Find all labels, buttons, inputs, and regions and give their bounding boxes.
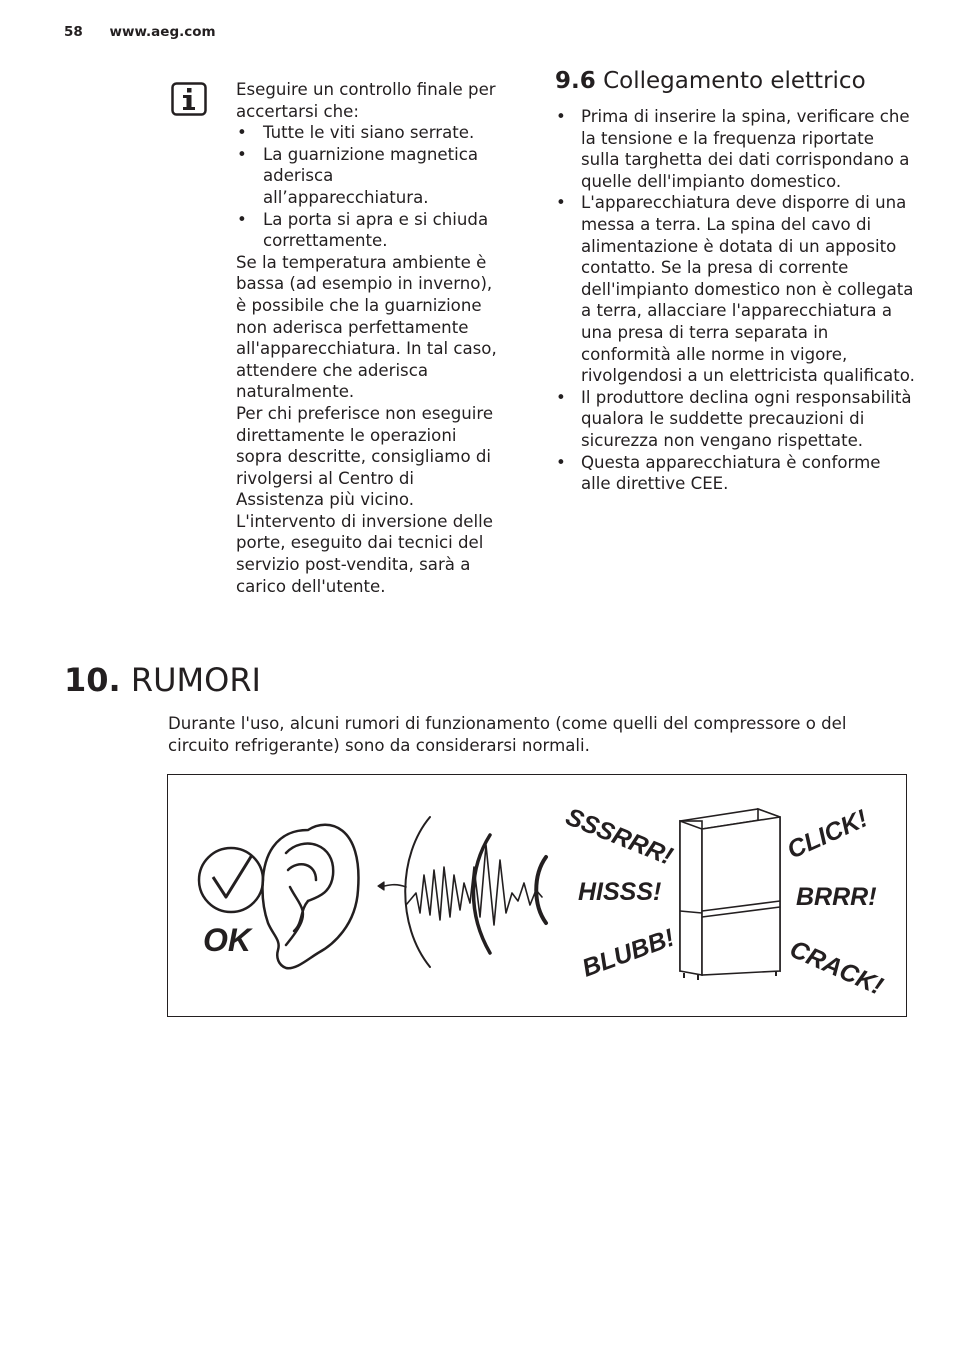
fridge-icon	[680, 809, 780, 980]
sound-label-blubb: BLUBB!	[578, 923, 679, 983]
electrical-list	[555, 106, 915, 495]
checkmark-icon	[199, 848, 263, 912]
sound-label-brrr: BRRR!	[796, 883, 877, 911]
list-item: • Il produttore declina ogni responsabilità qualora le suddette precauzioni di sicurezza non vengano rispettate.	[556, 387, 912, 450]
section-title: Collegamento elettrico	[603, 68, 866, 94]
noise-illustration-svg	[168, 775, 908, 1018]
section-number: 9.6	[555, 68, 596, 94]
info-paragraph-temperature: Se la temperatura ambiente è bassa (ad esempio in inverno), è possibile che la guarnizione non aderisca perfettamente all'apparecchiatura. In tal caso, attendere che aderisca naturalmente.	[236, 252, 497, 402]
info-box-text	[236, 79, 498, 597]
list-item: • La guarnizione magnetica aderisca all’apparecchiatura.	[237, 144, 479, 207]
section-9-6	[555, 66, 915, 495]
sound-label-sssrrr: SSSRRR!	[561, 802, 677, 871]
list-item: • La porta si apra e si chiuda correttamente.	[237, 209, 489, 251]
page-header	[64, 24, 216, 40]
list-item: • Tutte le viti siano serrate.	[237, 123, 475, 143]
list-item: • Prima di inserire la spina, verificare che la tensione e la frequenza riportate sulla targhetta dei dati corrispondano a quelle dell'impianto domestico.	[556, 107, 910, 191]
website-label: www.aeg.com	[109, 24, 216, 40]
sound-label-hisss: HISSS!	[578, 878, 662, 906]
info-paragraph-service: Per chi preferisce non eseguire direttamente le operazioni sopra descritte, consigliamo di rivolgersi al Centro di Assistenza più vicino. L'intervento di inversione delle porte, eseguito dai tecnici del servizio post-vendita, sarà a carico dell'utente.	[236, 403, 494, 596]
info-checklist	[236, 122, 498, 252]
chapter-number: 10.	[64, 661, 121, 699]
chapter-intro: Durante l'uso, alcuni rumori di funzionamento (come quelli del compressore o del circuito refrigerante) sono da considerarsi normali.	[168, 714, 847, 755]
chapter-heading	[64, 660, 261, 700]
list-item: • Questa apparecchiatura è conforme alle direttive CEE.	[556, 452, 881, 494]
chapter-title: RUMORI	[130, 661, 261, 699]
sound-label-click: CLICK!	[783, 804, 872, 865]
sound-label-crack: CRACK!	[785, 934, 888, 1001]
ear-icon	[263, 825, 359, 968]
info-intro: Eseguire un controllo finale per accertarsi che:	[236, 80, 496, 121]
info-icon	[171, 82, 207, 116]
section-heading	[555, 66, 915, 96]
page-number: 58	[64, 24, 83, 40]
list-item: • L'apparecchiatura deve disporre di una messa a terra. La spina del cavo di alimentazione è dotata di un apposito contatto. Se la presa di corrente dell'impianto domestico non è collegata a terra, allacciare l'apparecchiatura a una presa di terra separata in conformità alle norme in vigore, rivolgendosi a un elettricista qualificato.	[556, 193, 915, 386]
sound-wave-icon	[378, 817, 546, 967]
ok-label: OK	[203, 922, 251, 958]
noise-illustration	[167, 774, 907, 1017]
